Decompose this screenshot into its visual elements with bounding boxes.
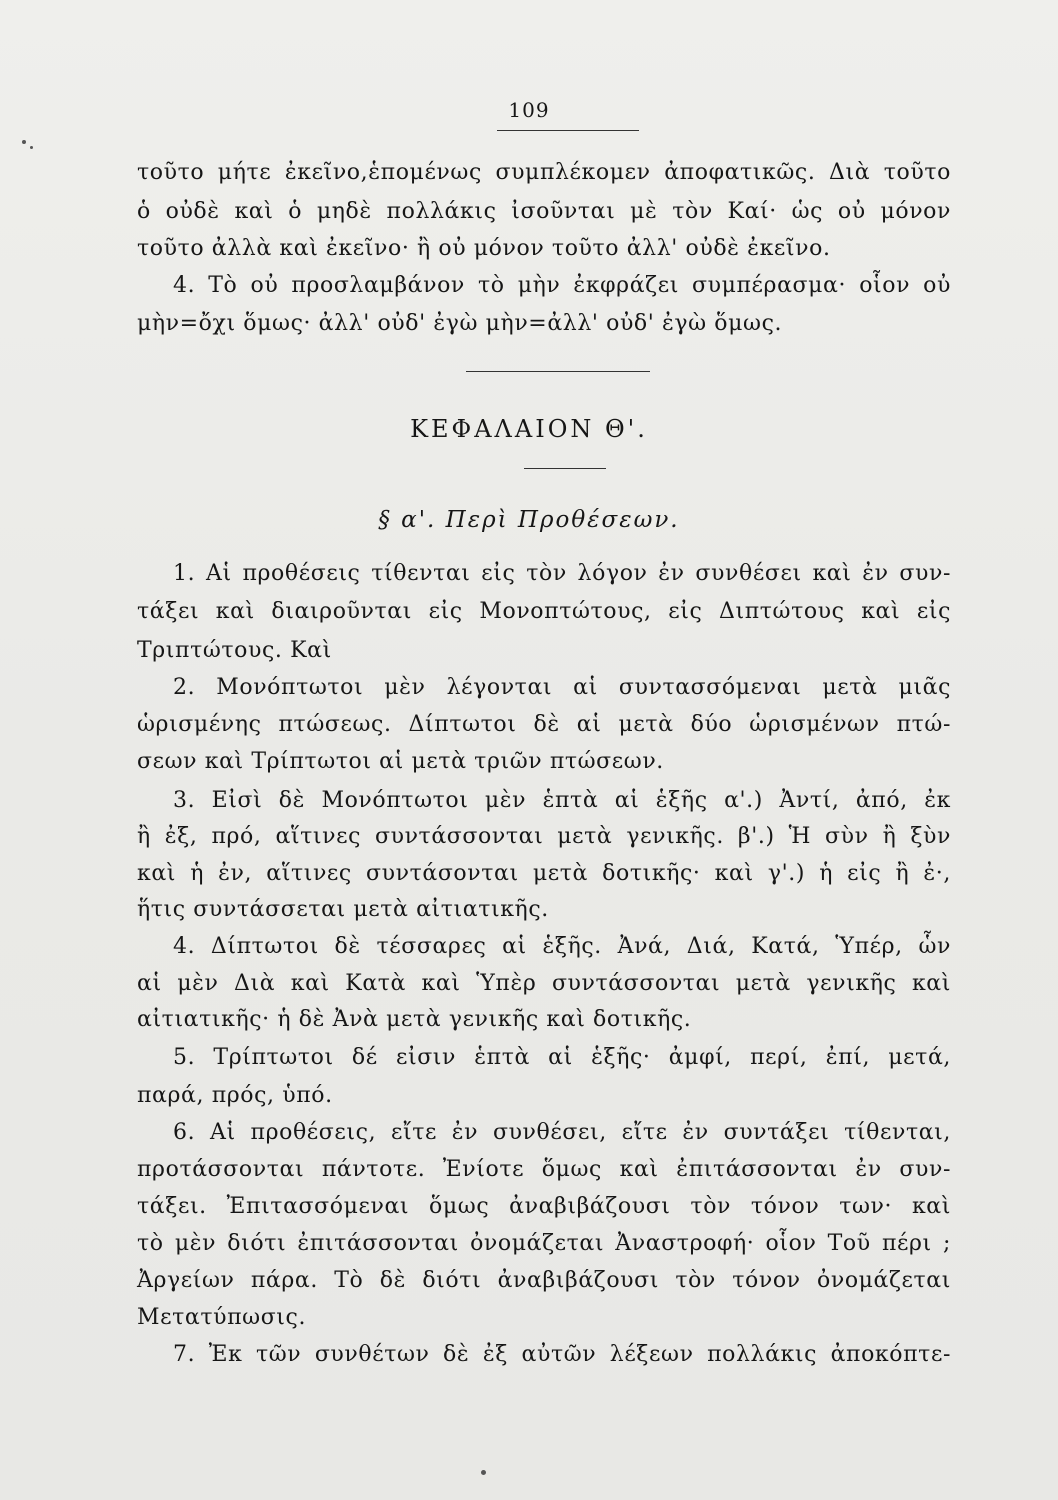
ink-speck — [22, 140, 26, 144]
ink-speck — [30, 146, 33, 149]
text-line: ἥτις συντάσσεται μετὰ αἰτιατικῆς. — [137, 897, 549, 922]
text-line: τοῦτο ἀλλὰ καὶ ἐκεῖνο· ἢ οὐ μόνον τοῦτο ἀλλ' οὐδὲ ἐκεῖνο. — [137, 236, 831, 261]
text-line: τὸ μὲν διότι ἐπιτάσσονται ὀνομάζεται Ἀναστροφή· οἷον Τοῦ πέρι ; — [137, 1231, 951, 1256]
text-line: Ἀργείων πάρα. Τὸ δὲ διότι ἀναβιβάζουσι τὸν τόνον ὀνομάζεται — [137, 1268, 951, 1293]
page-number-rule — [497, 130, 639, 131]
text-line: 4. Δίπτωτοι δὲ τέσσαρες αἱ ἑξῆς. Ἀνά, Διά, Κατά, Ὑπέρ, ὧν — [173, 934, 951, 959]
text-line: προτάσσονται πάντοτε. Ἐνίοτε ὅμως καὶ ἐπιτάσσονται ἐν συν- — [137, 1157, 951, 1182]
text-line: τάξει. Ἐπιτασσόμεναι ὅμως ἀναβιβάζουσι τὸν τόνον των· καὶ — [137, 1194, 951, 1219]
text-line: 3. Εἰσὶ δὲ Μονόπτωτοι μὲν ἑπτὰ αἱ ἑξῆς α'.) Ἀντί, ἀπό, ἐκ — [173, 788, 951, 813]
text-line: τοῦτο μήτε ἐκεῖνο,ἑπομένως συμπλέκομεν ἀποφατικῶς. Διὰ τοῦτο — [137, 160, 951, 185]
text-line: Τριπτώτους. Καὶ — [137, 638, 332, 663]
text-line: 4. Τὸ οὐ προσλαμβάνον τὸ μὴν ἐκφράζει συμπέρασμα· οἷον οὐ — [173, 273, 951, 298]
text-line: 1. Αἱ προθέσεις τίθενται εἰς τὸν λόγον ἐν συνθέσει καὶ ἐν συν- — [173, 561, 951, 586]
page-number: 109 — [508, 98, 550, 122]
text-line: τάξει καὶ διαιροῦνται εἰς Μονοπτώτους, εἰς Διπτώτους καὶ εἰς — [137, 599, 951, 624]
text-line: 2. Μονόπτωτοι μὲν λέγονται αἱ συντασσόμεναι μετὰ μιᾶς — [173, 675, 951, 700]
text-line: σεων καὶ Τρίπτωτοι αἱ μετὰ τριῶν πτώσεων. — [137, 749, 664, 774]
text-line: μὴν=ὄχι ὅμως· ἀλλ' οὐδ' ἐγὼ μὴν=ἀλλ' οὐδ' ἐγὼ ὅμως. — [137, 311, 783, 336]
text-line: 6. Αἱ προθέσεις, εἴτε ἐν συνθέσει, εἴτε ἐν συντάξει τίθενται, — [173, 1120, 951, 1145]
text-line: παρά, πρός, ὑπό. — [137, 1083, 333, 1108]
text-line: ὡρισμένης πτώσεως. Δίπτωτοι δὲ αἱ μετὰ δύο ὡρισμένων πτώ- — [137, 712, 951, 737]
text-line: ἢ ἐξ, πρό, αἵτινες συντάσσονται μετὰ γενικῆς. β'.) Ἡ σὺν ἢ ξὺν — [137, 824, 951, 849]
text-line: ὁ οὐδὲ καὶ ὁ μηδὲ πολλάκις ἰσοῦνται μὲ τὸν Καί· ὡς οὐ μόνον — [137, 199, 951, 224]
text-line: αἰτιατικῆς· ἡ δὲ Ἀνὰ μετὰ γενικῆς καὶ δοτικῆς. — [137, 1007, 692, 1032]
section-title: § α'. Περὶ Προθέσεων. — [378, 507, 680, 533]
text-line: Μετατύπωσις. — [137, 1305, 307, 1330]
chapter-title: ΚΕΦΑΛΑΙΟΝ Θ'. — [410, 415, 648, 443]
text-line: 7. Ἐκ τῶν συνθέτων δὲ ἐξ αὐτῶν λέξεων πολλάκις ἀποκόπτε- — [173, 1342, 951, 1367]
text-line: 5. Τρίπτωτοι δέ εἰσιν ἑπτὰ αἱ ἑξῆς· ἀμφί, περί, ἐπί, μετά, — [173, 1045, 951, 1070]
text-line: καὶ ἡ ἐν, αἵτινες συντάσονται μετὰ δοτικῆς· καὶ γ'.) ἡ εἰς ἢ ἐ·, — [137, 861, 951, 886]
chapter-divider — [524, 468, 606, 469]
section-divider — [466, 371, 650, 372]
text-line: αἱ μὲν Διὰ καὶ Κατὰ καὶ Ὑπὲρ συντάσσονται μετὰ γενικῆς καὶ — [137, 971, 951, 996]
ink-speck — [481, 1470, 486, 1475]
